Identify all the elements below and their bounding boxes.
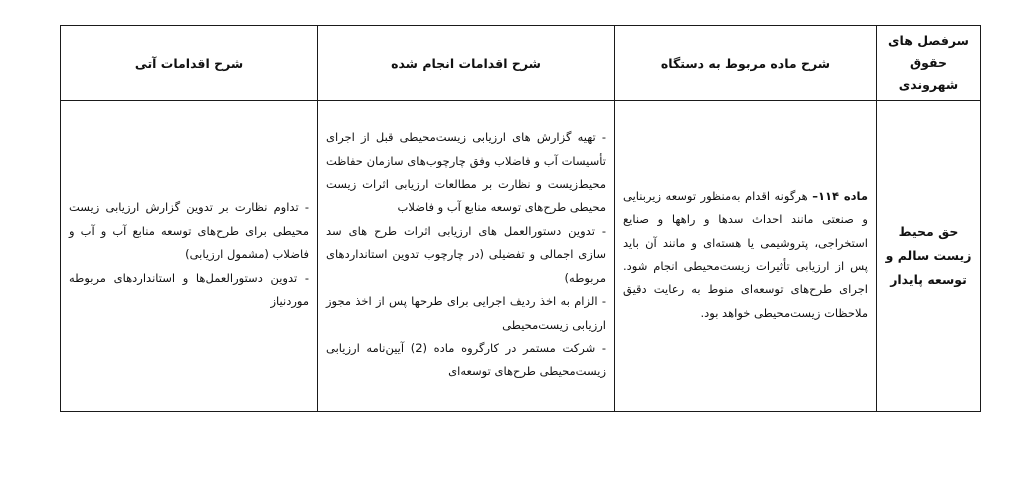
- future-item-2: - تدوین دستورالعمل‌ها و استانداردهای مربوطه موردنیاز: [69, 270, 309, 309]
- done-item-3: - الزام به اخذ ردیف اجرایی برای طرحها پس از اخذ مجوز ارزیابی زیست‌محیطی: [326, 294, 606, 332]
- header-rights-line1: سرفصل های: [888, 33, 969, 48]
- done-item-2: - تدوین دستورالعمل های ارزیابی اثرات طرح های سد سازی اجمالی و تفضیلی (در چارچوب تدوین استانداردهای مربوطه): [326, 223, 606, 285]
- header-article: شرح ماده مربوط به دستگاه: [615, 26, 877, 101]
- rights-cell: [877, 101, 981, 412]
- done-item-4: - شرکت مستمر در کارگروه ماده (2) آیین‌نامه ارزیابی زیست‌محیطی طرح‌های توسعه‌ای: [326, 340, 606, 379]
- done-cell: [318, 101, 615, 412]
- rights-label-line3: توسعه پایدار: [890, 272, 967, 287]
- rights-label-line2: زیست سالم و: [885, 248, 972, 263]
- future-cell: [61, 101, 318, 412]
- future-item-1: - تداوم نظارت بر تدوین گزارش ارزیابی زیست محیطی برای طرح‌های توسعه منابع آب و آب و فاضلاب (مشمول ارزیابی): [69, 200, 309, 262]
- article-number: ماده ۱۱۴–: [812, 188, 868, 203]
- article-body: هرگونه اقدام به‌منظور توسعه زیربنایی و صنعتی مانند احداث سدها و راهها و صنایع استخراجی، پتروشیمی یا هسته‌ای و مانند آن باید پس از ارزیابی تأثیرات زیست‌محیطی انجام شود. اجرای طرح‌های توسعه‌ای منوط به رعایت دقیق ملاحظات زیست‌محیطی خواهد بود.: [623, 188, 868, 320]
- rights-label: [878, 220, 979, 292]
- header-future: شرح اقدامات آتی: [61, 26, 318, 101]
- table-row: [61, 101, 981, 412]
- rights-table: [60, 25, 981, 412]
- header-row: [61, 26, 981, 101]
- header-rights: [877, 26, 981, 101]
- done-item-1: - تهیه گزارش های ارزیابی زیست‌محیطی قبل از اجرای تأسیسات آب و فاضلاب وفق چارچوب‌های سازمان حفاظت محیط‌زیست و نظارت بر مطالعات ارزیابی اثرات زیست محیطی طرح‌های توسعه منابع آب و فاضلاب: [326, 130, 606, 215]
- rights-label-line1: حق محیط: [898, 224, 959, 239]
- header-rights-line2: حقوق شهروندی: [898, 55, 959, 92]
- header-done: شرح اقدامات انجام شده: [318, 26, 615, 101]
- article-cell: [615, 101, 877, 412]
- article-text: [623, 185, 868, 325]
